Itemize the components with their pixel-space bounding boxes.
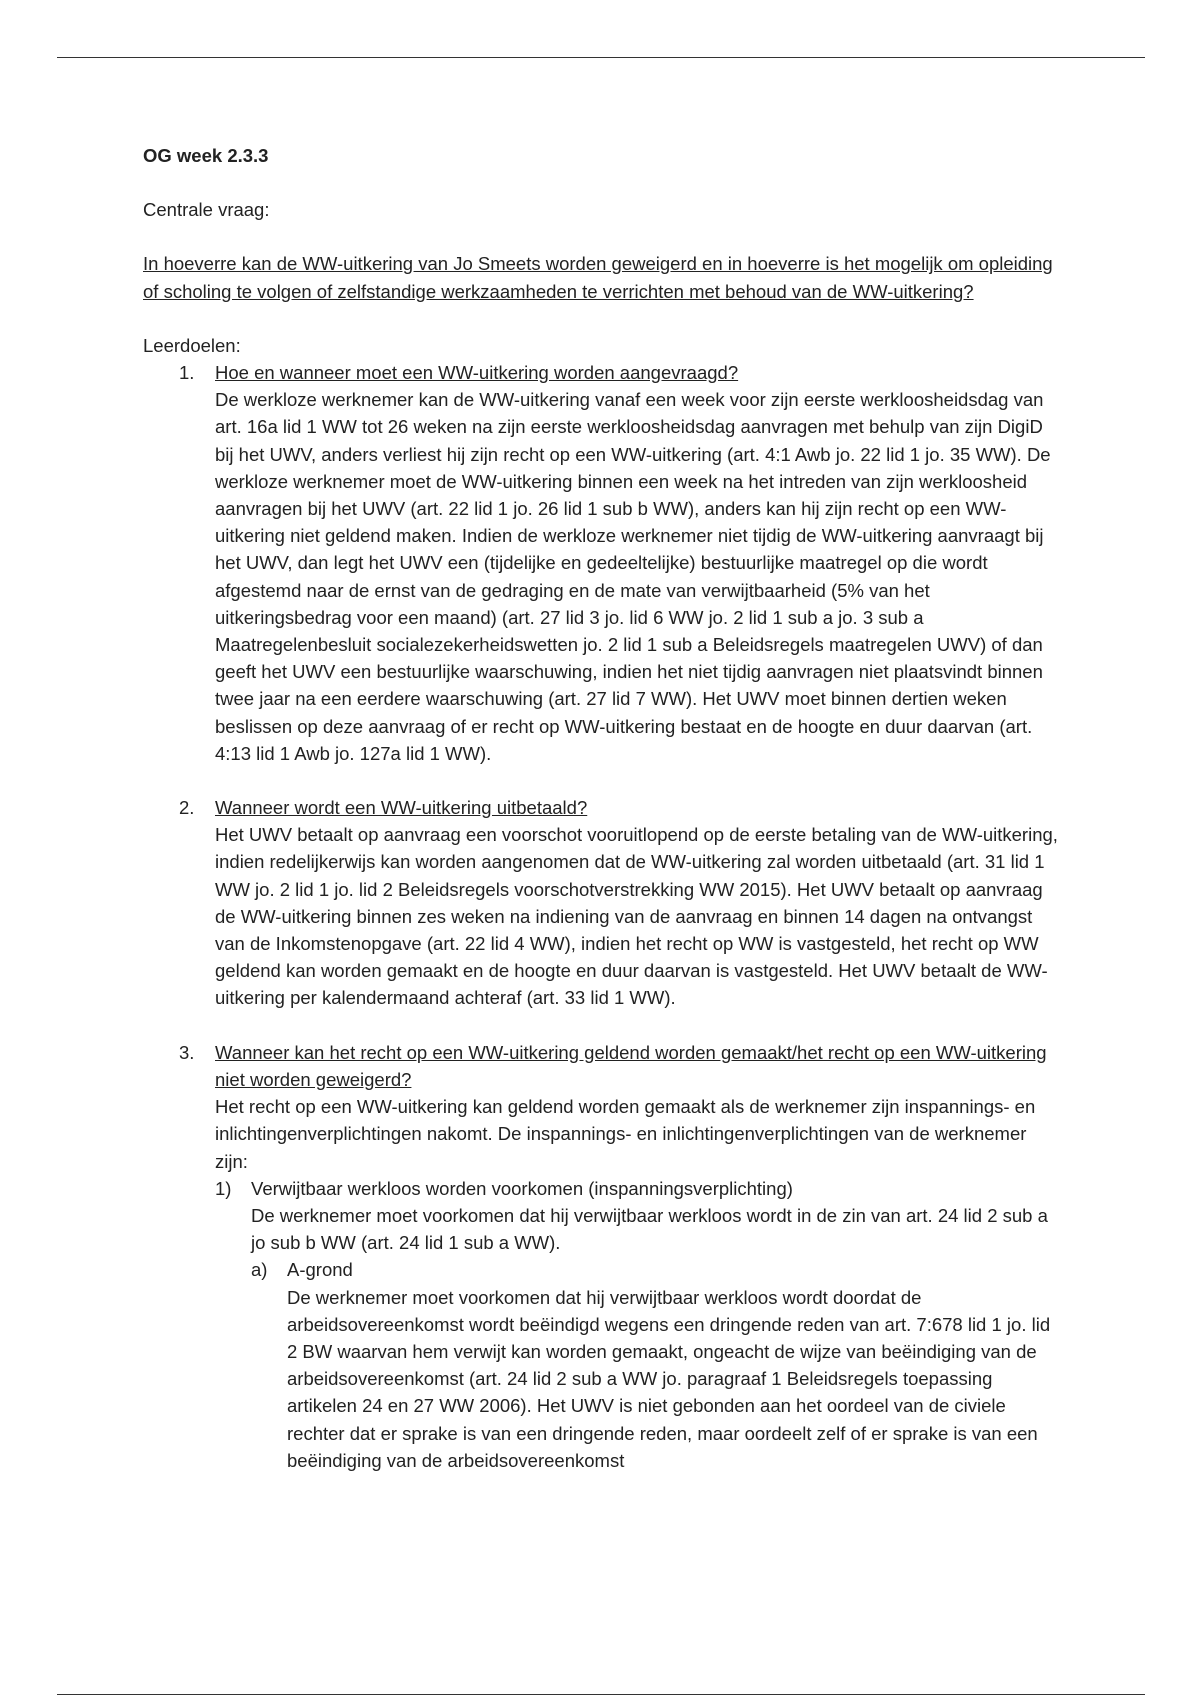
sub-list-item (215, 1175, 1063, 1474)
list-item (179, 794, 1063, 1012)
item-text: Het recht op een WW-uitkering kan geldend worden gemaakt als de werknemer zijn inspannings- en inlichtingenverplichtingen nakomt. De inspannings- en inlichtingenverplichtingen van de werknemer zijn: (215, 1096, 1036, 1172)
item-text: De werkloze werknemer kan de WW-uitkering vanaf een week voor zijn eerste werkloosheidsdag van art. 16a lid 1 WW tot 26 weken na zijn eerste werkloosheidsdag aanvragen met behulp van zijn DigiD bij het UWV, anders verliest hij zijn recht op een WW-uitkering (art. 4:1 Awb jo. 22 lid 1 jo. 35 WW). De werkloze werknemer moet de WW-uitkering binnen een week na het intreden van zijn werkloosheid aanvragen bij het UWV (art. 22 lid 1 jo. 26 lid 1 sub b WW), anders kan hij zijn recht op een WW-uitkering niet geldend maken. Indien de werkloze werknemer niet tijdig de WW-uitkering aanvraagt bij het UWV, dan legt het UWV een (tijdelijke en gedeeltelijke) bestuurlijke maatregel op die wordt afgestemd naar de ernst van de gedraging en de mate van verwijtbaarheid (5% van het uitkeringsbedrag voor een maand) (art. 27 lid 3 jo. lid 6 WW jo. 2 lid 1 sub a jo. 3 sub a Maatregelenbesluit socialezekerheidswetten jo. 2 lid 1 sub a Beleidsregels maatregelen UWV) of dan geeft het UWV een bestuurlijke waarschuwing, indien het niet tijdig aanvragen niet plaatsvindt binnen twee jaar na een eerdere waarschuwing (art. 27 lid 7 WW). Het UWV moet binnen dertien weken beslissen op deze aanvraag of er recht op WW-uitkering bestaat en de hoogte en duur daarvan (art. 4:13 lid 1 Awb jo. 127a lid 1 WW). (215, 389, 1051, 764)
item-number: 1. (179, 362, 195, 384)
sub-sub-item-heading: A-grond (287, 1259, 353, 1281)
item-number: 3. (179, 1041, 195, 1063)
document-title: OG week 2.3.3 (143, 145, 269, 166)
sub-sub-list-item (251, 1256, 1063, 1474)
item-number: 2. (179, 797, 195, 819)
list-item (179, 1039, 1063, 1474)
document-page (143, 142, 1063, 1474)
sub-sub-item-number: a) (251, 1259, 268, 1281)
central-question-label: Centrale vraag: (143, 199, 270, 221)
footer-rule (57, 1694, 1145, 1695)
sub-item-text: De werknemer moet voorkomen dat hij verwijtbaar werkloos wordt in de zin van art. 24 lid 2 sub a jo sub b WW (art. 24 lid 1 sub a WW). (251, 1204, 1048, 1254)
item-heading: Wanneer kan het recht op een WW-uitkering geldend worden gemaakt/het recht op een WW-uitkering niet worden geweigerd? (215, 1041, 1047, 1090)
goals-label: Leerdoelen: (143, 334, 241, 356)
central-question: In hoeverre kan de WW-uitkering van Jo Smeets worden geweigerd en in hoeverre is het mogelijk om opleiding of scholing te volgen of zelfstandige werkzaamheden te verrichten met behoud van de WW-uitkering? (143, 253, 1053, 302)
item-text: Het UWV betaalt op aanvraag een voorschot vooruitlopend op de eerste betaling van de WW-uitkering, indien redelijkerwijs kan worden aangenomen dat de WW-uitkering zal worden uitbetaald (art. 31 lid 1 WW jo. 2 lid 1 jo. lid 2 Beleidsregels voorschotverstrekking WW 2015). Het UWV betaalt op aanvraag de WW-uitkering binnen zes weken na indiening van de aanvraag en binnen 14 dagen na ontvangst van de Inkomstenopgave (art. 22 lid 4 WW), indien het recht op WW is vastgesteld, het recht op WW geldend kan worden gemaakt en de hoogte en duur daarvan is vastgesteld. Het UWV betaalt de WW-uitkering per kalendermaand achteraf (art. 33 lid 1 WW). (215, 824, 1058, 1009)
sub-item-number: 1) (215, 1177, 232, 1199)
header-rule (57, 57, 1145, 58)
item-heading: Wanneer wordt een WW-uitkering uitbetaald? (215, 797, 588, 819)
sub-item-heading: Verwijtbaar werkloos worden voorkomen (inspanningsverplichting) (251, 1177, 793, 1199)
sub-sub-item-text: De werknemer moet voorkomen dat hij verwijtbaar werkloos wordt doordat de arbeidsovereenkomst wordt beëindigd wegens een dringende reden van art. 7:678 lid 1 jo. lid 2 BW waarvan hem verwijt kan worden gemaakt, ongeacht de wijze van beëindiging van de arbeidsovereenkomst (art. 24 lid 2 sub a WW jo. paragraaf 1 Beleidsregels toepassing artikelen 24 en 27 WW 2006). Het UWV is niet gebonden aan het oordeel van de civiele rechter dat er sprake is van een dringende reden, maar oordeelt zelf of er sprake is van een beëindiging van de arbeidsovereenkomst (287, 1286, 1051, 1471)
goals-list (179, 359, 1063, 1474)
list-item (179, 359, 1063, 767)
item-heading: Hoe en wanneer moet een WW-uitkering worden aangevraagd? (215, 362, 739, 384)
